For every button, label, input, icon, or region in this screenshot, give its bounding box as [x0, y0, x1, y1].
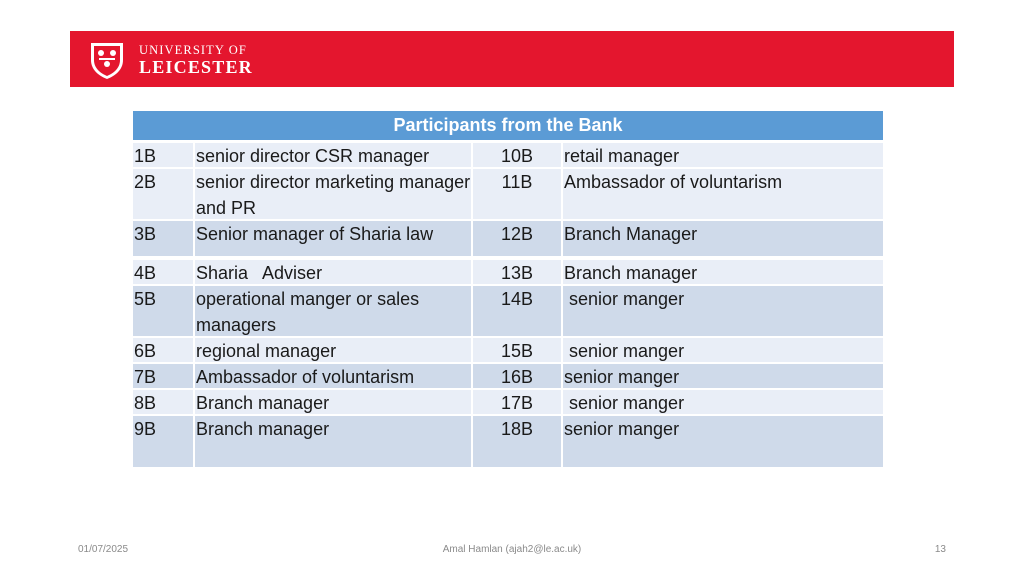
participant-role-right: retail manager	[564, 146, 680, 166]
participant-id-left: 8B	[133, 390, 195, 414]
logo-line-2: LEICESTER	[139, 56, 253, 77]
participant-id-left: 2B	[133, 169, 195, 219]
participant-id-left: 7B	[133, 364, 195, 388]
footer-date: 01/07/2025	[78, 544, 129, 555]
participant-role-right: senior manger	[564, 341, 685, 361]
participant-id-right: 14B	[473, 286, 563, 336]
table-row	[133, 338, 883, 364]
table-row	[133, 221, 883, 258]
participant-id-right: 16B	[473, 364, 563, 388]
participant-role-left: Ambassador of voluntarism	[195, 364, 473, 388]
table-row	[133, 390, 883, 416]
participant-role-left: senior director CSR manager	[195, 143, 473, 167]
participant-id-right: 13B	[473, 260, 563, 284]
participant-id-left: 4B	[133, 260, 195, 284]
table-row	[133, 143, 883, 169]
participant-role-left: senior director marketing manager and PR	[195, 169, 473, 219]
participant-id-right: 15B	[473, 338, 563, 362]
participant-role-right: Branch Manager	[564, 224, 698, 244]
participant-id-left: 5B	[133, 286, 195, 336]
participant-role-left: Branch manager	[195, 416, 473, 467]
footer-author: Amal Hamlan (ajah2@le.ac.uk)	[442, 544, 582, 555]
participant-role-right: Branch manager	[564, 263, 698, 283]
participant-id-right: 11B	[473, 169, 563, 219]
participant-id-right: 10B	[473, 143, 563, 167]
table-title: Participants from the Bank	[133, 111, 883, 143]
participant-role-left: Sharia Adviser	[195, 260, 473, 284]
participant-role-left: operational manger or sales managers	[195, 286, 473, 336]
participant-id-left: 6B	[133, 338, 195, 362]
university-banner	[70, 31, 954, 87]
participant-role-left: regional manager	[195, 338, 473, 362]
participant-id-left: 9B	[133, 416, 195, 467]
table-row	[133, 169, 883, 221]
participant-id-left: 3B	[133, 221, 195, 256]
table-row	[133, 286, 883, 338]
participant-role-left: Senior manager of Sharia law	[195, 221, 473, 256]
participant-role-right: senior manger	[564, 393, 685, 413]
university-wordmark	[139, 44, 253, 76]
participant-id-right: 12B	[473, 221, 563, 256]
table-row	[133, 364, 883, 390]
participant-role-right: senior manger	[564, 367, 680, 387]
participant-role-right: senior manger	[564, 289, 685, 309]
logo-line-1: UNIVERSITY OF	[139, 43, 247, 57]
participants-table	[133, 111, 883, 467]
table-row	[133, 416, 883, 467]
participant-id-left: 1B	[133, 143, 195, 167]
university-crest-icon	[87, 40, 127, 80]
participant-role-right: Ambassador of voluntarism	[564, 172, 783, 192]
participant-role-left: Branch manager	[195, 390, 473, 414]
participant-id-right: 18B	[473, 416, 563, 467]
participant-id-right: 17B	[473, 390, 563, 414]
footer-page-number: 13	[934, 544, 946, 555]
participant-role-right: senior manger	[564, 419, 680, 439]
table-row	[133, 260, 883, 286]
